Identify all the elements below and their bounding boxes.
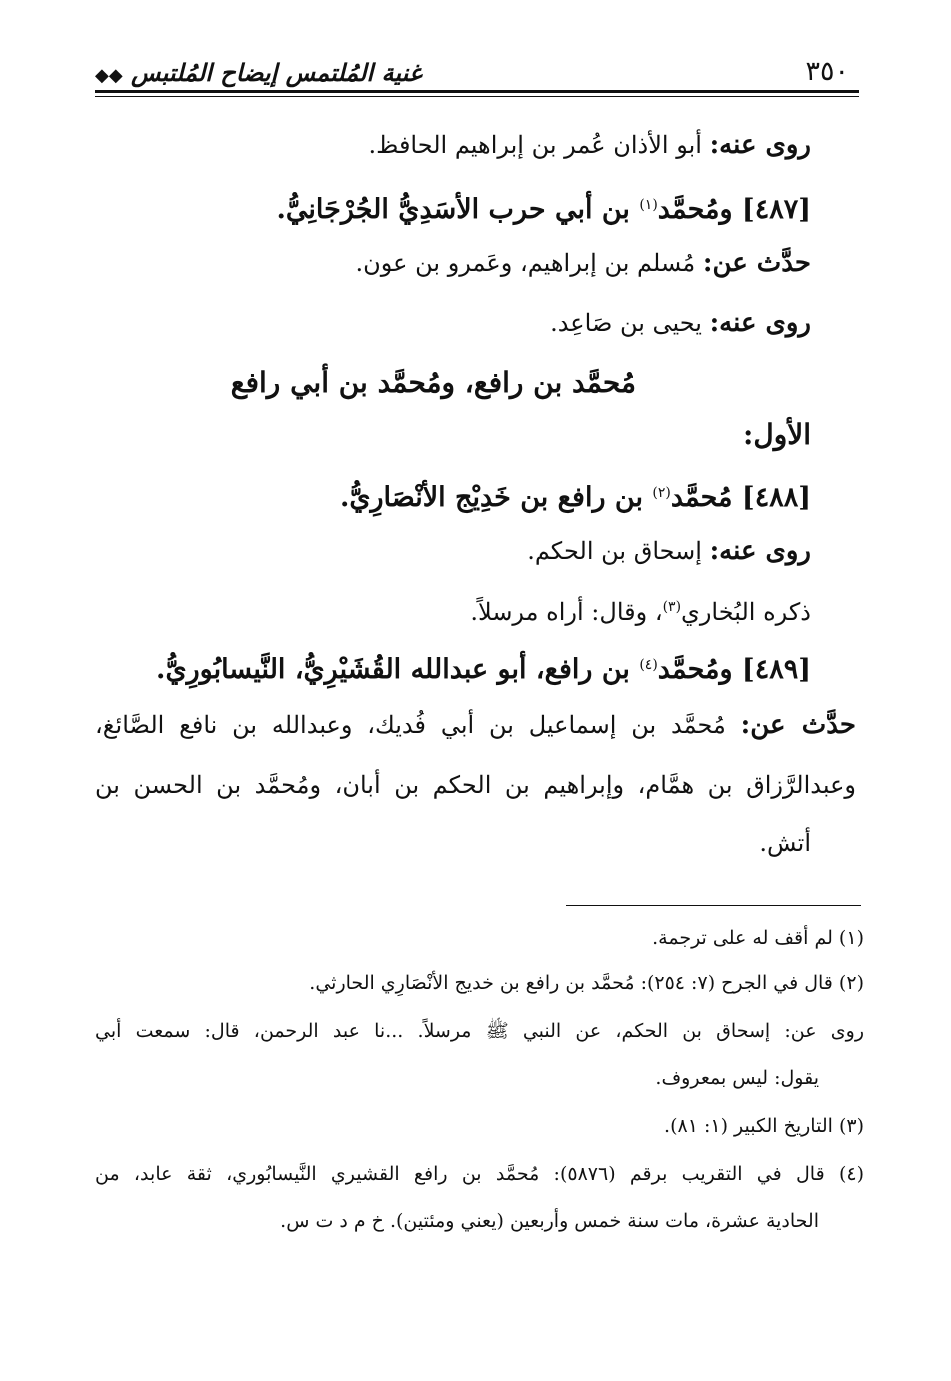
line-text: ذكره البُخاري: [681, 598, 811, 626]
haddatha-line: [95, 710, 856, 740]
footnote-2-continued-end: يقول: ليس بمعروف.: [655, 1067, 819, 1089]
bukhari-line: [470, 592, 811, 627]
continuation-line-end: أتش.: [759, 829, 811, 857]
footnote-4: (٤) قال في التقريب برقم (٥٨٧٦): مُحمَّد بن رافع القشيري النَّيسابُوري، ثقة عابد، من: [95, 1163, 864, 1185]
entry-489: [156, 650, 811, 685]
narrator-line: [369, 130, 811, 160]
line-text: ، وقال: أراه مرسلاً.: [470, 598, 663, 626]
continuation-line: وعبدالرَّزاق بن همَّام، وإبراهيم بن الحكم بن أبان، ومُحمَّد بن الحسن بن: [95, 771, 856, 799]
label-rawa-anhu: روى عنه:: [709, 130, 811, 160]
line-text: مُسلم بن إبراهيم، وعَمرو بن عون.: [355, 249, 703, 277]
section-heading: مُحمَّد بن رافع، ومُحمَّد بن أبي رافع: [230, 366, 636, 399]
footnote-separator: [566, 905, 861, 906]
entry-name: ومُحمَّد: [657, 654, 742, 685]
footnote-3: (٣) التاريخ الكبير (١: ٨١).: [664, 1115, 864, 1137]
first-label: الأول:: [743, 418, 811, 451]
entry-name-rest: بن أبي حرب الأسَدِيُّ الجُرْجَانِيُّ.: [276, 194, 640, 225]
running-title: [95, 58, 421, 87]
footnote-ref[interactable]: (٢): [652, 485, 671, 501]
footnote-2: (٢) قال في الجرح (٧: ٢٥٤): مُحمَّد بن رافع بن خديج الأنْصَارِي الحارثي.: [309, 972, 864, 994]
running-title-text: غنية المُلتمس إيضاح المُلتبس: [131, 58, 422, 87]
label-rawa-anhu: روى عنه:: [709, 308, 811, 338]
narrator-line: [527, 536, 811, 566]
footnote-ref[interactable]: (٤): [639, 657, 658, 673]
entry-number: [٤٨٨]: [741, 482, 811, 513]
entry-name: مُحمَّد: [670, 482, 742, 513]
entry-number: [٤٨٩]: [741, 654, 811, 685]
entry-number: [٤٨٧]: [741, 194, 811, 225]
haddatha-line: [356, 248, 811, 278]
footnote-1: (١) لم أقف له على ترجمة.: [652, 927, 864, 949]
page-header: [95, 50, 859, 96]
entry-name: ومُحمَّد: [657, 194, 742, 225]
page-number: ٣٥٠: [805, 56, 849, 87]
diamond-ornament-icon: ◆◆: [95, 65, 123, 86]
header-rule-thin: [95, 96, 859, 97]
line-text: مُحمَّد بن إسماعيل بن أبي فُديك، وعبدالله بن نافع الصَّائغ،: [95, 711, 741, 739]
entry-488: [340, 478, 811, 513]
line-text: إسحاق بن الحكم.: [527, 537, 710, 565]
label-haddatha-an: حدَّث عن:: [702, 248, 811, 278]
narrator-line: [550, 308, 811, 338]
footnote-ref[interactable]: (١): [639, 197, 658, 213]
label-rawa-anhu: روى عنه:: [709, 536, 811, 566]
footnote-4-continued: الحادية عشرة، مات سنة خمس وأربعين (يعني ومئتين). خ م د ت س.: [280, 1210, 819, 1232]
line-text: أبو الأذان عُمر بن إبراهيم الحافظ.: [368, 131, 710, 159]
header-rule-thick: [95, 90, 859, 93]
entry-name-rest: بن رافع، أبو عبدالله القُشَيْرِيُّ، النَّيسابُورِيُّ.: [156, 654, 640, 685]
label-haddatha-an: حدَّث عن:: [740, 710, 856, 740]
entry-487: [277, 190, 811, 225]
footnote-ref[interactable]: (٣): [662, 599, 682, 615]
line-text: يحيى بن صَاعِد.: [550, 309, 710, 337]
entry-name-rest: بن رافع بن خَدِيْج الأنْصَارِيُّ.: [339, 482, 653, 513]
footnote-2-continued: روى عن: إسحاق بن الحكم، عن النبي ﷺ مرسلاً. ...نا عبد الرحمن، قال: سمعت أبي: [95, 1020, 864, 1042]
